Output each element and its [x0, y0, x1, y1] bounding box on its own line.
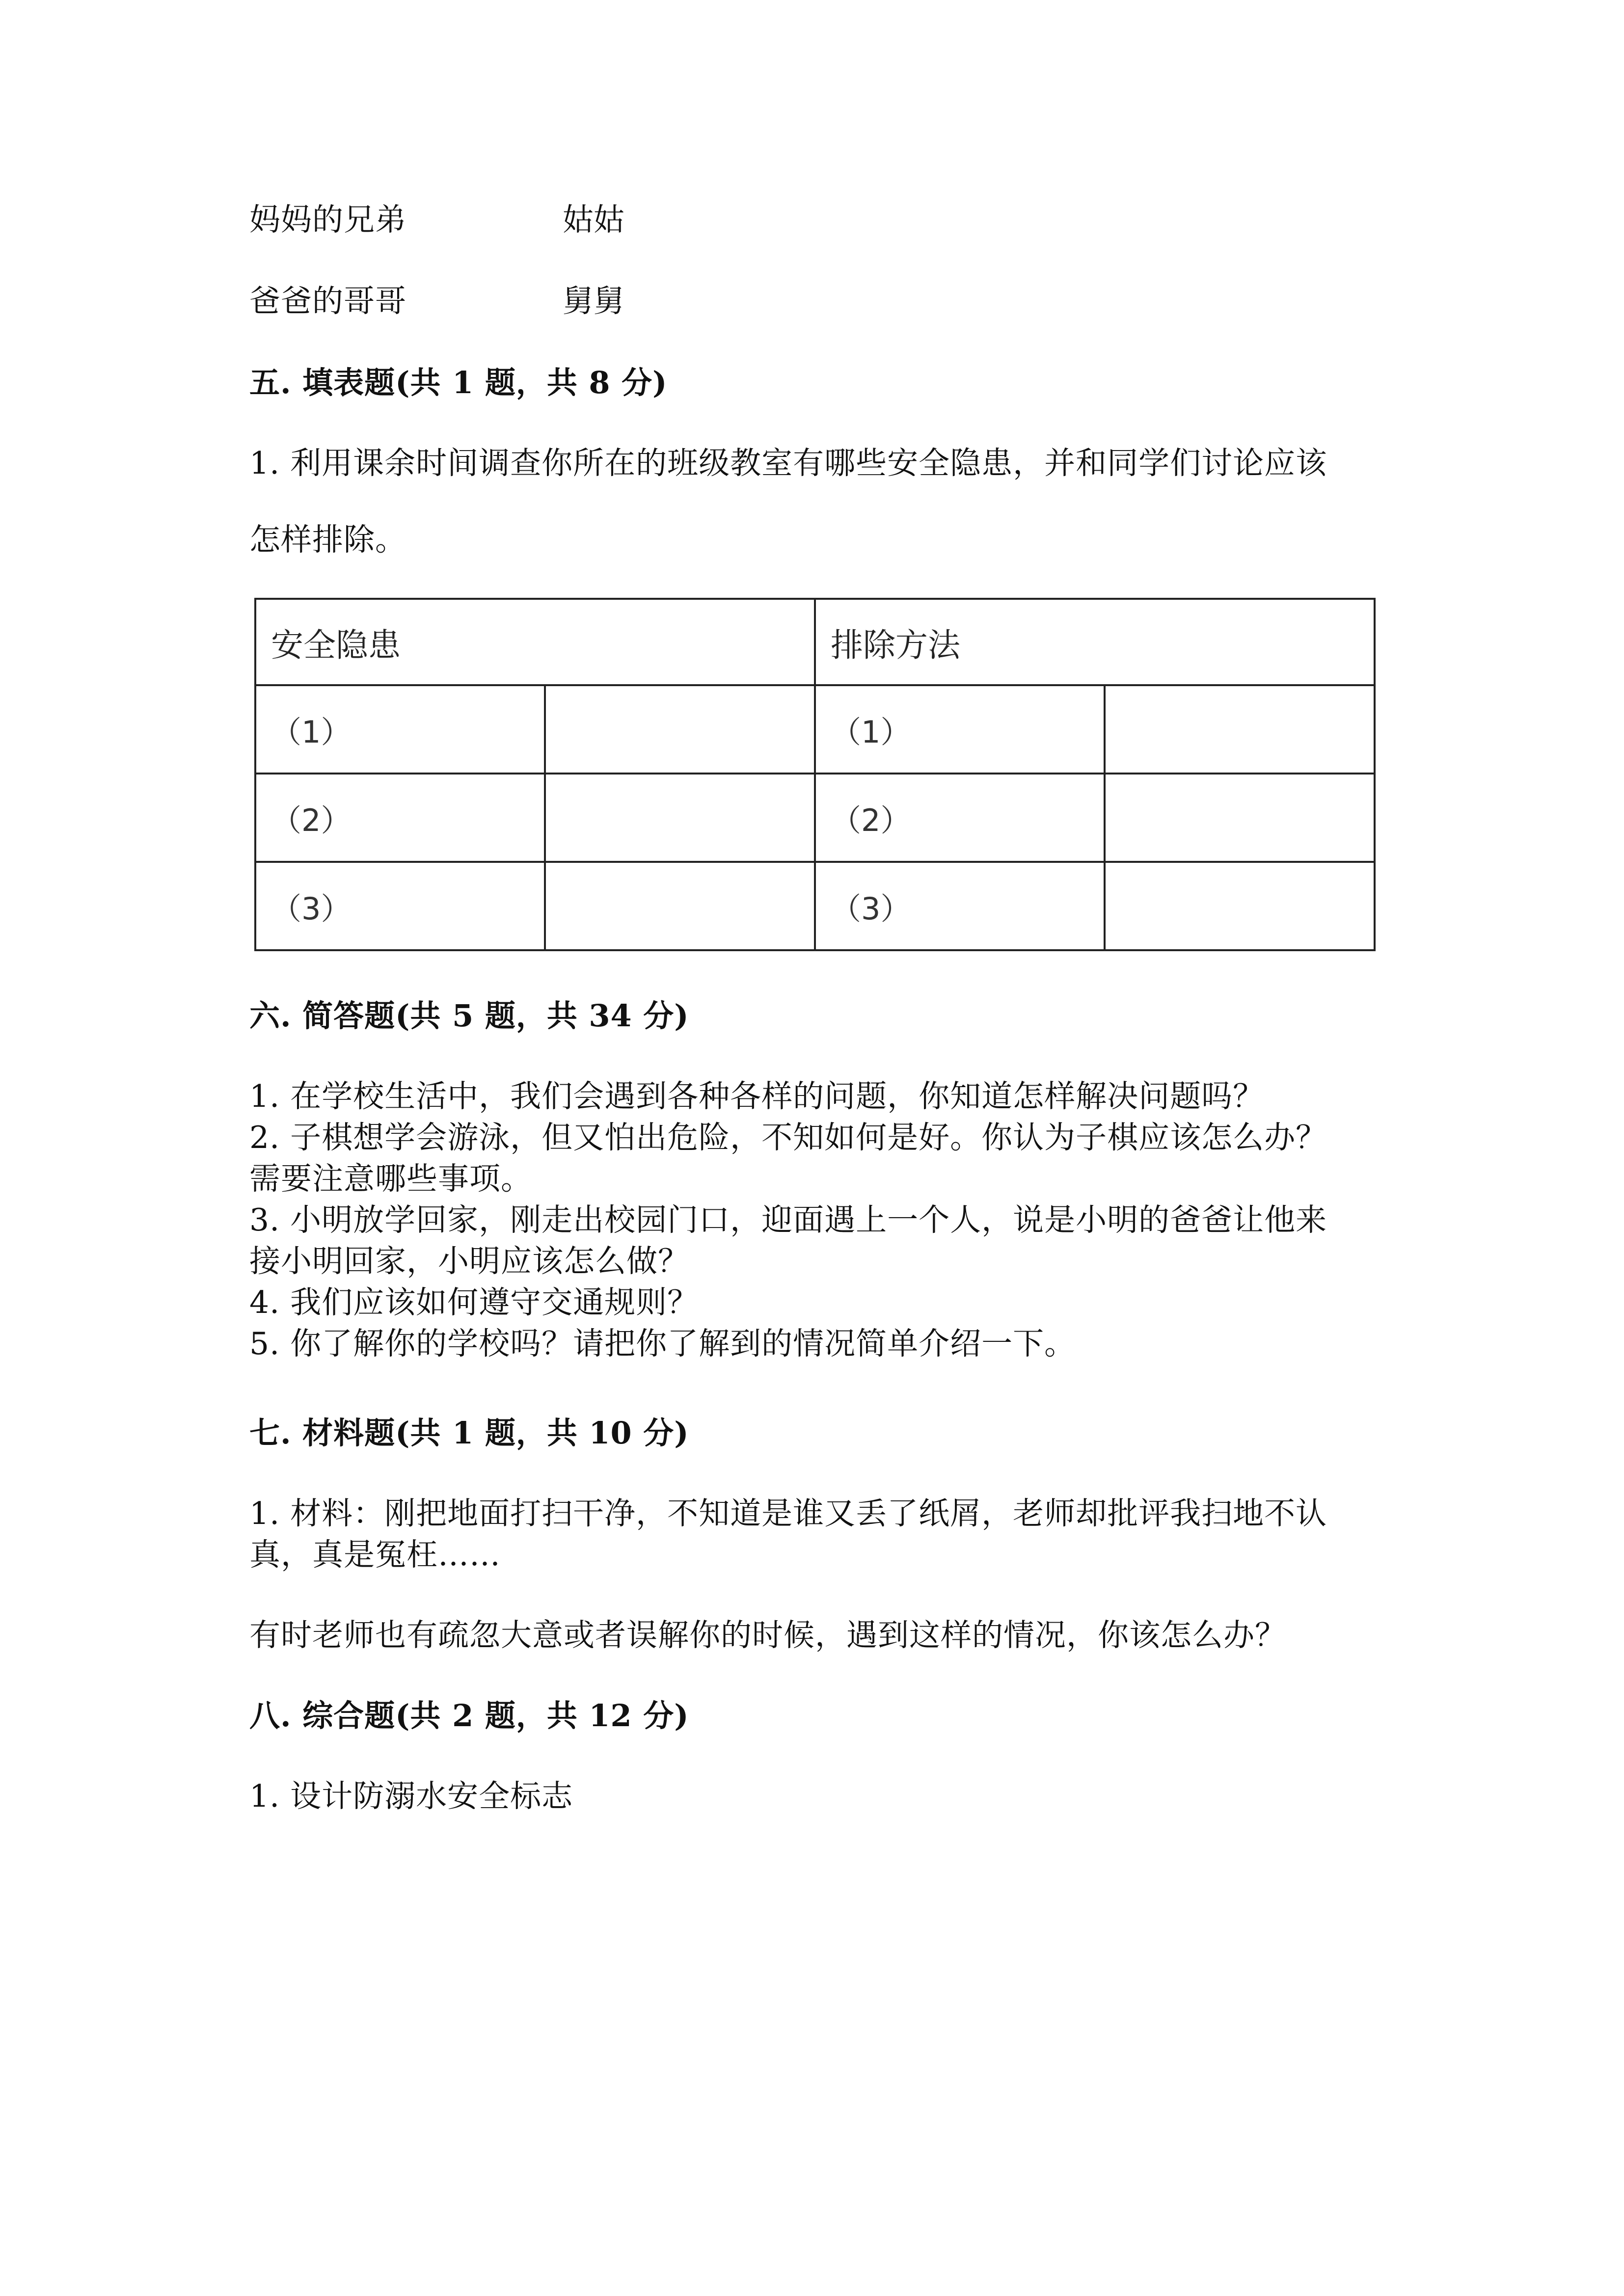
hazard-table-header: [255, 599, 1375, 685]
section6-line: 4. 我们应该如何遵守交通规则？: [249, 1284, 699, 1320]
match-right-1: 姑姑: [563, 202, 624, 238]
hazard-table: [254, 598, 1376, 951]
section8-heading: 八. 综合题(共 2 题，共 12 分): [249, 1698, 689, 1734]
table-row: [255, 862, 1375, 950]
section6-line: 5. 你了解你的学校吗？请把你了解到的情况简单介绍一下。: [249, 1326, 1076, 1362]
section6-line: 3. 小明放学回家，刚走出校园门口，迎面遇上一个人，说是小明的爸爸让他来: [249, 1202, 1327, 1238]
section6-line: 接小明回家，小明应该怎么做？: [249, 1243, 689, 1279]
hazard-answer-cell[interactable]: [545, 862, 815, 950]
method-label-cell: （2）: [815, 774, 1105, 862]
method-label-cell: （1）: [815, 685, 1105, 774]
method-answer-cell[interactable]: [1105, 685, 1375, 774]
section7-heading: 七. 材料题(共 1 题，共 10 分): [249, 1415, 689, 1451]
section7-q1-line1: 1. 材料：刚把地面打扫干净，不知道是谁又丢了纸屑，老师却批评我扫地不认: [249, 1495, 1327, 1531]
match-left-1: 妈妈的兄弟: [249, 202, 406, 238]
hazard-answer-cell[interactable]: [545, 774, 815, 862]
method-header-cell: 排除方法: [815, 599, 1375, 685]
section5-q1-line1: 1. 利用课余时间调查你所在的班级教室有哪些安全隐患，并和同学们讨论应该: [249, 445, 1327, 481]
match-right-2: 舅舅: [563, 283, 624, 319]
hazard-header-cell: 安全隐患: [255, 599, 815, 685]
table-row: [255, 685, 1375, 774]
section7-q1-line2: 真，真是冤枉……: [249, 1537, 501, 1573]
match-left-2: 爸爸的哥哥: [249, 283, 406, 319]
method-answer-cell[interactable]: [1105, 862, 1375, 950]
hazard-answer-cell[interactable]: [545, 685, 815, 774]
section5-heading: 五. 填表题(共 1 题，共 8 分): [249, 365, 668, 400]
section6-heading: 六. 简答题(共 5 题，共 34 分): [249, 998, 689, 1034]
hazard-label-cell: （3）: [255, 862, 545, 950]
section6-line: 2. 子棋想学会游泳，但又怕出危险，不知如何是好。你认为子棋应该怎么办？: [249, 1120, 1327, 1155]
section8-q1: 1. 设计防溺水安全标志: [249, 1778, 573, 1814]
hazard-label-cell: （2）: [255, 774, 545, 862]
section7-question: 有时老师也有疏忽大意或者误解你的时候，遇到这样的情况，你该怎么办？: [249, 1617, 1286, 1653]
method-label-cell: （3）: [815, 862, 1105, 950]
hazard-label-cell: （1）: [255, 685, 545, 774]
table-row: [255, 774, 1375, 862]
section5-q1-line2: 怎样排除。: [249, 522, 406, 558]
section6-line: 1. 在学校生活中，我们会遇到各种各样的问题，你知道怎样解决问题吗？: [249, 1078, 1265, 1114]
section6-line: 需要注意哪些事项。: [249, 1161, 532, 1197]
method-answer-cell[interactable]: [1105, 774, 1375, 862]
